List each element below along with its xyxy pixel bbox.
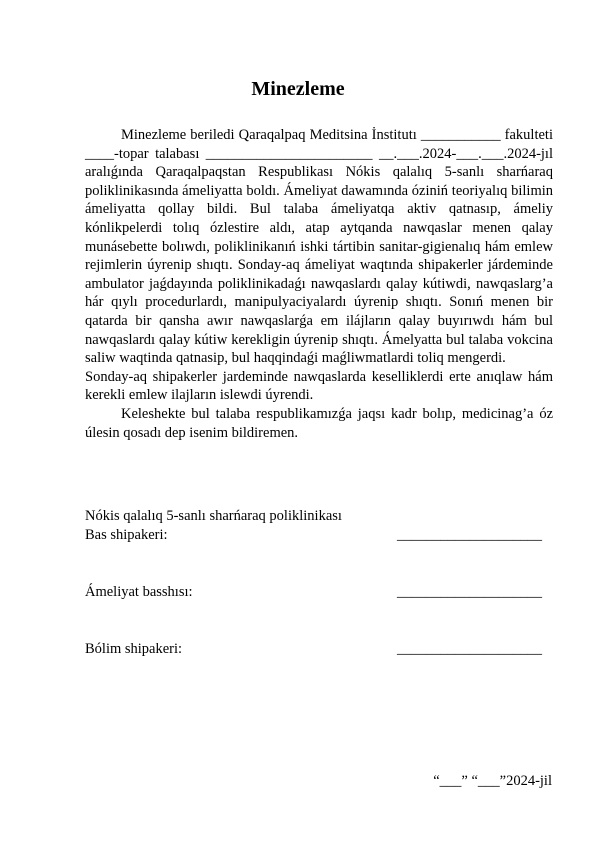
- signature-line-head-doctor: ____________________: [397, 527, 542, 543]
- signature-block-practice-head: [85, 583, 555, 602]
- institution-name-row: [85, 507, 555, 526]
- signature-row-practice-head: [85, 583, 555, 602]
- signature-label-head-doctor: Bas shipakeri:: [85, 527, 168, 543]
- paragraph-closing: Keleshekte bul talaba respublikamızǵa jaqsı kadr bolıp, medicinag’a óz úlesin qosadı dep isenim bildiremen.: [85, 405, 553, 441]
- signature-label-department-doctor: Bólim shipakeri:: [85, 641, 183, 657]
- document-date: “___” “___”2024-jil: [433, 773, 552, 789]
- signature-row-department-doctor: [85, 640, 555, 659]
- document-title: Minezleme: [251, 78, 345, 100]
- signature-line-department-doctor: ____________________: [397, 641, 542, 657]
- paragraph-additional: Sonday-aq shipakerler jardeminde nawqaslarda keselliklerdi erte anıqlaw hám kerekli emlew ilajların islewdi úyrendi.: [85, 368, 553, 404]
- signature-line-practice-head: ____________________: [397, 584, 542, 600]
- document-body: [85, 126, 553, 442]
- signature-row-head-doctor: [85, 526, 555, 545]
- institution-name: Nókis qalalıq 5-sanlı sharńaraq poliklinikası: [85, 508, 342, 524]
- signature-block-head: [85, 507, 555, 545]
- signature-block-department-doctor: [85, 640, 555, 659]
- paragraph-main: Minezleme beriledi Qaraqalpaq Meditsina İnstitutı ___________ fakulteti ____-topar talabası _______________________ __.___.2024-___.___.2024-jıl aralıǵında Qaraqalpaqstan Respublikası Nókis qalalıq 5-sanlı sharńaraq poliklinikasında ámeliyatta boldı. Ámeliyat dawamında óziniń teoriyalıq bilimin ámeliyatta qollay bildi. Bul talaba ámeliyatqa aktiv qatnasıp, ámeliy kónlikpelerdi tolıq ózlestire aldı, atap aytqanda nawqaslar menen qalay munásebette bolıwdı, poliklinikanıń ishki tártibin sanitar-gigienalıq hám emlew rejimlerin úyrenip shıqtı. Sonday-aq ámeliyat waqtında shipakerler járdeminde ambulator jaǵdayında poliklinikadaǵı nawqaslardı qalay kútiwdi, nawqaslarg’a hár qıylı procedurlardı, manipulyaciyalardı úyrenip shıqtı. Sonıń menen bir qatarda bir qansha awır nawqaslarǵa em ilájların qalay buyırıwdı hám bul nawqaslardı qalay kútiw kerekligin úyrenip shıqtı. Ámelyatta bul talaba vokcina saliw waqtinda qatnasip, bul haqqindaǵi maǵliwmatlardi toliq mengerdi.: [85, 127, 553, 367]
- signature-label-practice-head: Ámeliyat basshısı:: [85, 584, 193, 600]
